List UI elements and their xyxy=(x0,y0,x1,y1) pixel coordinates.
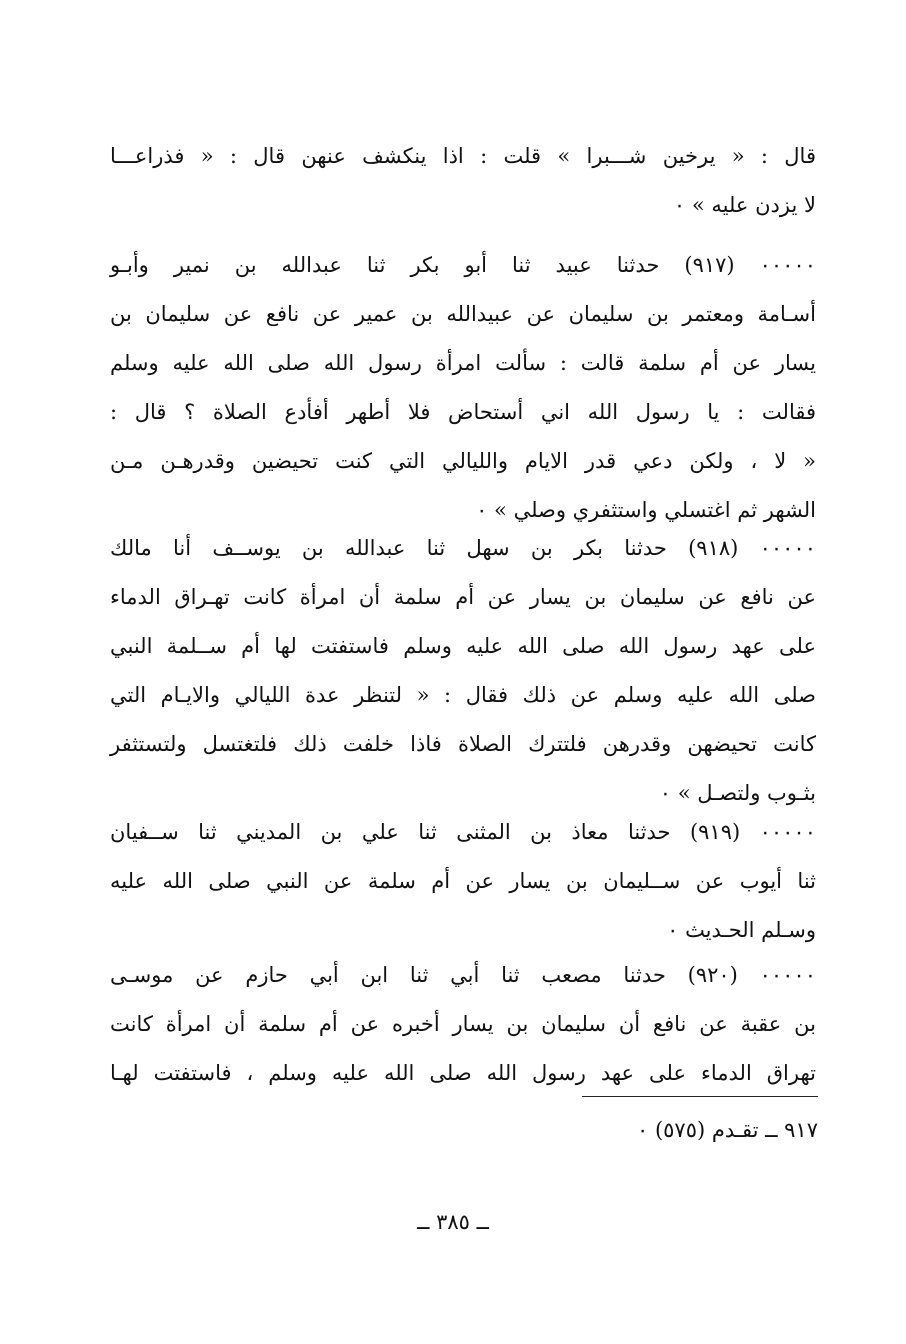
text-line: صلى الله عليه وسلم عن ذلك فقال : « لتنظر عدة الليالي والايـام التي xyxy=(110,683,816,707)
text-line: ٠٠٠٠٠ (٩١٧) حدثنا عبيد ثنا أبو بكر ثنا عبدالله بن نمير وأبـو xyxy=(110,253,816,277)
hadith-920 xyxy=(110,951,816,1098)
text-line: ٠٠٠٠٠ (٩١٩) حدثنا معاذ بن المثنى ثنا علي بن المديني ثنا ســفيان xyxy=(110,820,816,844)
paragraph-continuation xyxy=(110,132,816,230)
text-line: بن عقبة عن نافع أن سليمان بن يسار أخبره عن أم سلمة أن امرأة كانت xyxy=(110,1012,816,1036)
text-line: يسار عن أم سلمة قالت : سألت امرأة رسول الله صلى الله عليه وسلم xyxy=(110,351,816,375)
footnote-divider xyxy=(582,1096,818,1097)
hadith-918 xyxy=(110,524,816,818)
hadith-917 xyxy=(110,241,816,535)
text-line: « لا ، ولكن دعي قدر الايام والليالي التي كنت تحيضين وقدرهـن مـن xyxy=(110,449,816,473)
text-line: عن نافع عن سليمان بن يسار عن أم سلمة أن امرأة كانت تهـراق الدماء xyxy=(110,585,816,609)
text-line: أسـامة ومعتمر بن سليمان عن عبيدالله بن عمير عن نافع عن سليمان بن xyxy=(110,302,816,326)
text-line: ثنا أيوب عن ســليمان بن يسار عن أم سلمة عن النبي صلى الله عليه xyxy=(110,869,816,893)
page-number: ــ ٣٨٥ ــ xyxy=(417,1210,489,1234)
text-line: وسـلم الحـديث ٠ xyxy=(667,918,816,942)
text-line: بثـوب ولتصـل » ٠ xyxy=(659,781,816,805)
text-line: ٠٠٠٠٠ (٩٢٠) حدثنا مصعب ثنا أبي ثنا ابن أبي حازم عن موسـى xyxy=(110,963,816,987)
text-line: الشهر ثم اغتسلي واستثفري وصلي » ٠ xyxy=(476,498,816,522)
text-line: لا يزدن عليه » ٠ xyxy=(673,193,816,217)
text-line: ٠٠٠٠٠ (٩١٨) حدثنا بكر بن سهل ثنا عبدالله بن يوســف أنا مالك xyxy=(110,536,816,560)
text-line: كانت تحيضهن وقدرهن فلتترك الصلاة فاذا خلفت ذلك فلتغتسل ولتستثفر xyxy=(110,732,816,756)
text-line: تهراق الدماء على عهد رسول الله صلى الله عليه وسلم ، فاستفتت لهـا xyxy=(110,1061,816,1085)
footnote: ٩١٧ ــ تقـدم (٥٧٥) ٠ xyxy=(636,1118,818,1142)
text-line: قال : « يرخين شـــبرا » قلت : اذا ينكشف عنهن قال : « فذراعـــا xyxy=(110,144,816,168)
text-line: فقالت : يا رسول الله اني أستحاض فلا أطهر أفأدع الصلاة ؟ قال : xyxy=(110,400,816,424)
text-line: على عهد رسول الله صلى الله عليه وسلم فاستفتت لها أم ســلمة النبي xyxy=(110,634,816,658)
hadith-919 xyxy=(110,808,816,955)
